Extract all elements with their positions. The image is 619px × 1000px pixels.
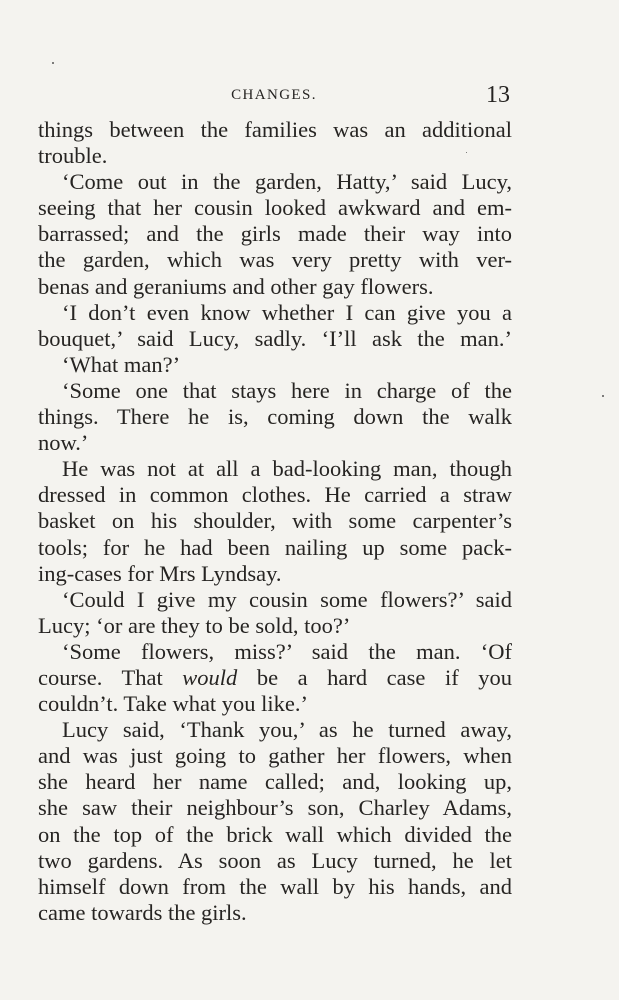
paper-speck — [52, 62, 54, 64]
text-line: things between the families was an additional — [38, 117, 512, 142]
text-line: dressed in common clothes. He carried a straw — [38, 482, 512, 508]
text-line: ‘Come out in the garden, Hatty,’ said Lucy, — [62, 169, 512, 195]
text-line: and was just going to gather her flowers, when — [38, 743, 512, 769]
body-text — [38, 117, 512, 926]
page-number: 13 — [486, 82, 510, 108]
paper-speck — [466, 152, 467, 153]
text-line-with-italic — [38, 665, 512, 691]
text-line: on the top of the brick wall which divided the — [38, 821, 512, 847]
running-head: CHANGES. — [231, 87, 317, 103]
text-line: came towards the girls. — [38, 899, 247, 925]
text-line: Lucy; ‘or are they to be sold, too?’ — [38, 612, 351, 638]
text-line: couldn’t. Take what you like.’ — [38, 691, 309, 717]
text-line: she heard her name called; and, looking up, — [38, 769, 512, 795]
page-header — [38, 82, 510, 108]
text-line: himself down from the wall by his hands, and — [38, 873, 512, 899]
text-span: course. That — [38, 664, 183, 690]
text-line: seeing that her cousin looked awkward and em- — [38, 195, 512, 221]
text-line: ‘Some one that stays here in charge of the — [62, 377, 512, 403]
text-line: she saw their neighbour’s son, Charley Adams, — [38, 795, 512, 821]
text-line: benas and geraniums and other gay flowers. — [38, 273, 434, 299]
text-line: Lucy said, ‘Thank you,’ as he turned away, — [62, 717, 512, 743]
text-line: ‘What man?’ — [62, 351, 181, 377]
text-line: bouquet,’ said Lucy, sadly. ‘I’ll ask the man.’ — [38, 325, 512, 351]
text-line: now.’ — [38, 430, 89, 456]
text-line: He was not at all a bad-looking man, though — [62, 456, 512, 482]
text-line: basket on his shoulder, with some carpenter’s — [38, 508, 512, 534]
text-line: tools; for he had been nailing up some pack- — [38, 534, 512, 560]
italic-emphasis: would — [182, 664, 238, 690]
text-line: ‘Could I give my cousin some flowers?’ said — [62, 586, 512, 612]
paper-speck — [602, 395, 604, 397]
text-line: two gardens. As soon as Lucy turned, he let — [38, 847, 512, 873]
text-span: be a hard case if you — [237, 664, 512, 690]
text-line: barrassed; and the girls made their way into — [38, 221, 512, 247]
text-line: things. There he is, coming down the walk — [38, 404, 512, 430]
text-line: trouble. — [38, 143, 108, 169]
text-line: ‘Some flowers, miss?’ said the man. ‘Of — [62, 638, 512, 664]
text-line: ‘I don’t even know whether I can give you a — [62, 299, 512, 325]
text-line: ing-cases for Mrs Lyndsay. — [38, 560, 282, 586]
text-line: the garden, which was very pretty with ver- — [38, 247, 512, 273]
